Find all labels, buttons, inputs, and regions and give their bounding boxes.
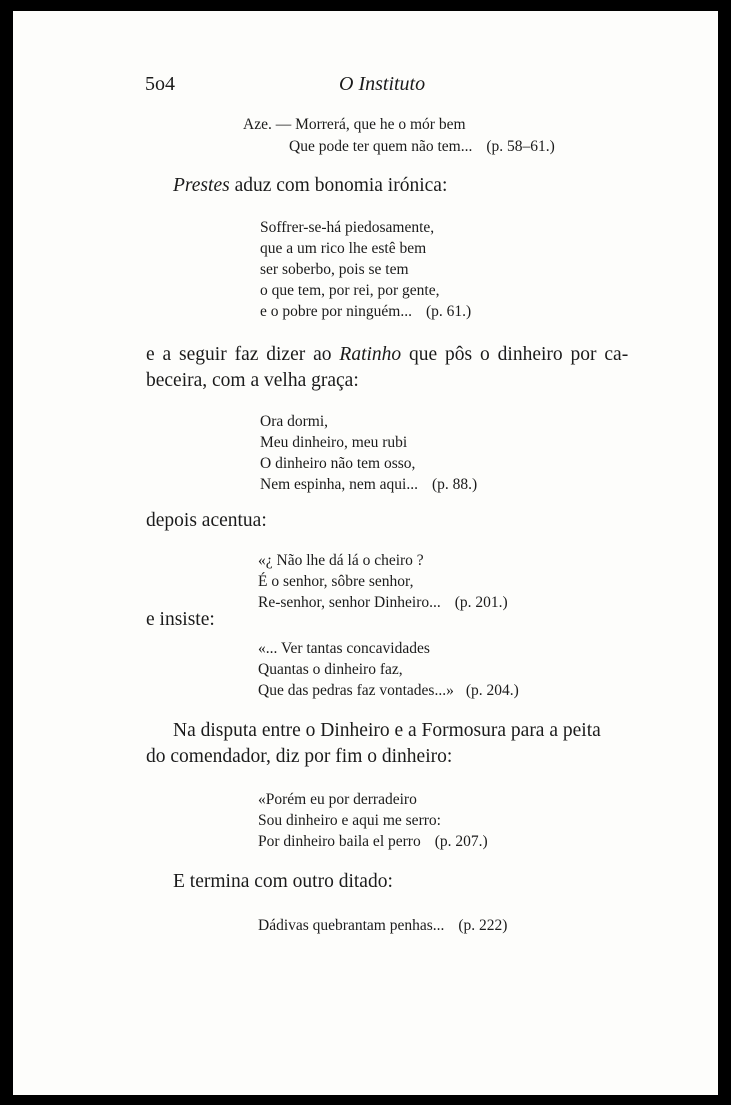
paragraph-3: depois acentua:: [146, 510, 267, 531]
paragraph-2-text-b: que pôs o dinheiro por ca-: [401, 344, 629, 365]
quote-2-line: que a um rico lhe estê bem: [260, 240, 427, 257]
quote-6-line-text: Por dinheiro baila el perro: [258, 833, 421, 850]
quote-3-line-last: [260, 474, 477, 495]
quote-5-line: «... Ver tantas concavidades: [258, 640, 430, 657]
paragraph-2-line-1: [146, 344, 628, 366]
quote-5-line-last: [258, 680, 519, 701]
quote-7-text: Dádivas quebrantam penhas...: [258, 917, 445, 934]
quote-2: [260, 217, 471, 322]
quote-3-reference: (p. 88.): [431, 476, 478, 493]
quote-1-line-2-text: Que pode ter quem não tem...: [289, 138, 473, 155]
paragraph-5-line-1: Na disputa entre o Dinheiro e a Formosura para a peita: [173, 720, 601, 741]
quote-3-line: Meu dinheiro, meu rubi: [260, 434, 408, 451]
quote-3: [260, 411, 477, 495]
paragraph-6: E termina com outro ditado:: [173, 871, 393, 892]
quote-2-reference: (p. 61.): [425, 303, 472, 320]
quote-3-line: Ora dormi,: [260, 413, 329, 430]
paragraph-2-line-2: beceira, com a velha graça:: [146, 370, 359, 391]
quote-2-line: ser soberbo, pois se tem: [260, 261, 409, 278]
paragraph-1-text: aduz com bonomia irónica:: [229, 175, 448, 196]
quote-6-line-last: [258, 831, 488, 852]
quote-4-line: É o senhor, sôbre senhor,: [258, 573, 414, 590]
quote-1-reference: (p. 58–61.): [486, 138, 555, 155]
quote-2-line-last: [260, 301, 471, 322]
paragraph-1-name: Prestes: [173, 175, 230, 196]
quote-2-line: o que tem, por rei, por gente,: [260, 282, 440, 299]
quote-5: [258, 638, 519, 701]
quote-2-line-text: e o pobre por ninguém...: [260, 303, 412, 320]
quote-2-line: Soffrer-se-há piedosamente,: [260, 219, 435, 236]
quote-5-reference: (p. 204.): [465, 682, 519, 699]
paragraph-5-line-2: do comendador, diz por fim o dinheiro:: [146, 746, 453, 767]
quote-6-line: «Porém eu por derradeiro: [258, 791, 417, 808]
book-page: [13, 11, 718, 1095]
quote-4-line: «¿ Não lhe dá lá o cheiro ?: [258, 552, 424, 569]
quote-1-line-1: Aze. — Morrerá, que he o mór bem: [243, 116, 466, 133]
quote-6: [258, 789, 488, 852]
page-number: 5o4: [145, 73, 175, 95]
paragraph-2-name: Ratinho: [339, 344, 402, 365]
quote-4-line-text: Re-senhor, senhor Dinheiro...: [258, 594, 441, 611]
quote-6-reference: (p. 207.): [434, 833, 488, 850]
quote-7-reference: (p. 222): [458, 917, 508, 934]
quote-4: [258, 550, 508, 613]
quote-5-line-text: Que das pedras faz vontades...»: [258, 682, 454, 699]
quote-3-line-text: Nem espinha, nem aqui...: [260, 476, 418, 493]
paragraph-4: e insiste:: [146, 609, 215, 630]
quote-3-line: O dinheiro não tem osso,: [260, 455, 416, 472]
quote-6-line: Sou dinheiro e aqui me serro:: [258, 812, 441, 829]
paragraph-1: [173, 175, 447, 197]
quote-5-line: Quantas o dinheiro faz,: [258, 661, 403, 678]
quote-7: [258, 915, 507, 936]
quote-4-reference: (p. 201.): [454, 594, 508, 611]
running-title: O Instituto: [339, 73, 426, 95]
paragraph-2-text-a: e a seguir faz dizer ao: [146, 344, 340, 365]
quote-4-line-last: [258, 592, 508, 613]
quote-1-line-2: [289, 136, 555, 157]
